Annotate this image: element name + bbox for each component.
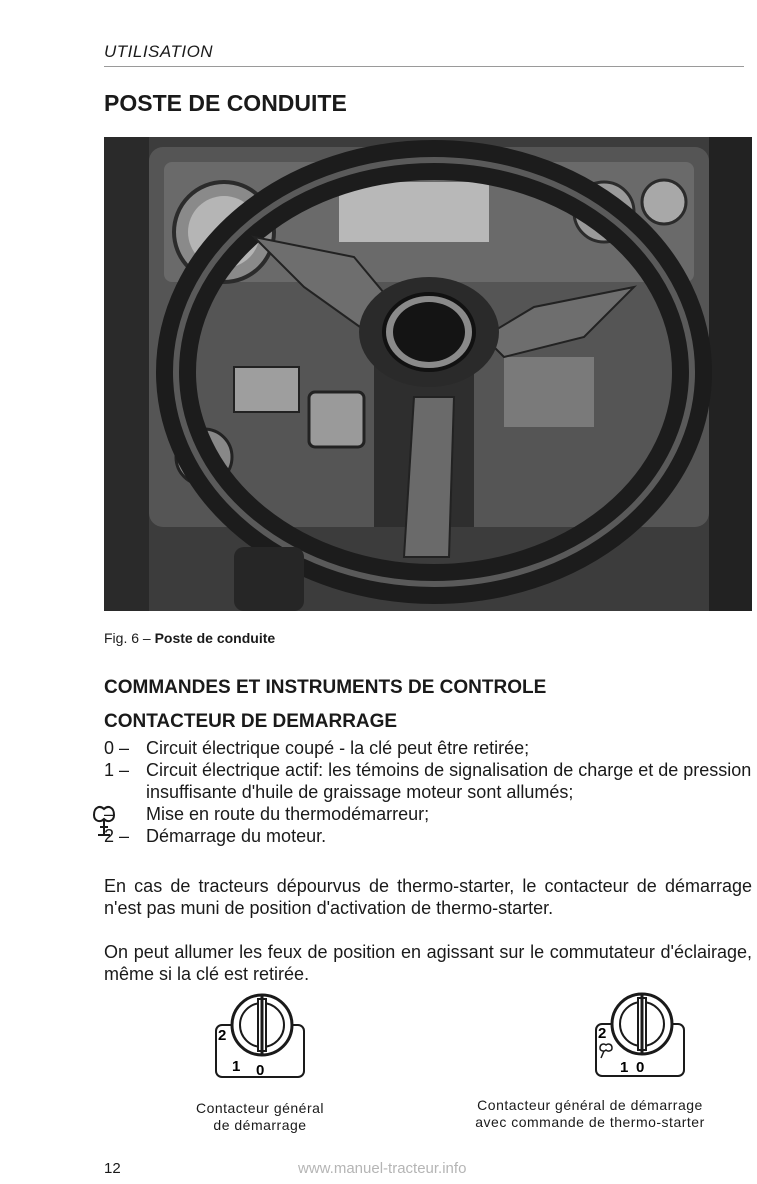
controls-heading: COMMANDES ET INSTRUMENTS DE CONTROLE (104, 677, 547, 698)
dashboard-photo (104, 137, 752, 611)
list-item-number: – (104, 804, 115, 824)
paragraph-thermo-starter: En cas de tracteurs dépourvus de thermo-starter, le contacteur de démarrage n'est pas muni de position d'activation de thermo-starter. (104, 876, 752, 918)
position-label-2: 2 (218, 1027, 227, 1044)
contact-switch-heading: CONTACTEUR DE DEMARRAGE (104, 711, 398, 732)
page-title: POSTE DE CONDUITE (104, 90, 347, 116)
list-item-text: Démarrage du moteur. (146, 826, 327, 846)
list-item-text: Mise en route du thermodémarreur; (146, 804, 430, 824)
caption-line: de démarrage (213, 1117, 307, 1133)
list-item (104, 759, 752, 803)
list-item-number: 0 – (104, 738, 130, 758)
thermo-ignition-switch-diagram (590, 990, 690, 1082)
caption-line: Contacteur général (195, 1100, 325, 1116)
position-label-0: 0 (256, 1062, 265, 1079)
figure-title: Poste de conduite (154, 630, 276, 646)
ignition-switch-diagram (210, 993, 310, 1083)
section-label: UTILISATION (104, 42, 214, 61)
list-item (104, 825, 752, 847)
figure-caption (104, 630, 275, 646)
thermo-starter-icon (86, 803, 122, 839)
right-diagram-caption (440, 1097, 740, 1131)
list-item-text: Circuit électrique actif: les témoins de signalisation de charge et de pression insuffisante d'huile de graissage moteur sont allumés; (146, 760, 752, 802)
header-divider (104, 66, 744, 67)
paragraph-position-lights: On peut allumer les feux de position en agissant sur le commutateur d'éclairage, même si la clé est retirée. (104, 942, 752, 984)
page-number: 12 (104, 1160, 121, 1177)
caption-line: avec commande de thermo-starter (475, 1114, 705, 1130)
list-item-number: 1 – (104, 760, 130, 780)
list-item (104, 737, 752, 759)
list-item (104, 803, 752, 825)
position-label-1: 1 (232, 1058, 241, 1075)
position-label-2: 2 (598, 1025, 607, 1042)
list-item-number: 2 – (104, 826, 130, 846)
position-label-1: 1 (620, 1059, 629, 1076)
position-label-0: 0 (636, 1059, 645, 1076)
caption-line: Contacteur général de démarrage (477, 1097, 703, 1113)
watermark: www.manuel-tracteur.info (298, 1160, 467, 1177)
switch-positions-list (104, 737, 752, 847)
list-item-text: Circuit électrique coupé - la clé peut être retirée; (146, 738, 530, 758)
figure-number: Fig. 6 – (104, 630, 151, 646)
left-diagram-caption (160, 1100, 360, 1134)
